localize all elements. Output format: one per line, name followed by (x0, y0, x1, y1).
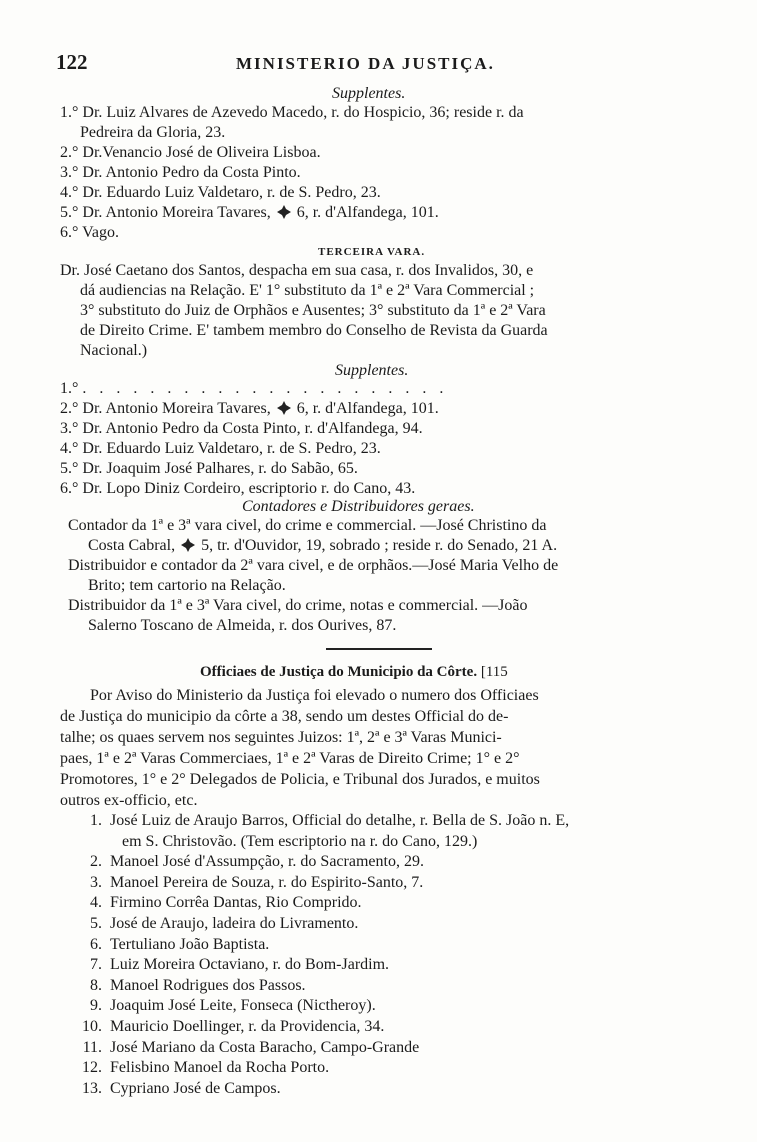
officiaes-list-item (62, 935, 269, 955)
officiaes-list-item (62, 893, 362, 913)
supplentes-heading-2: Supplentes. (335, 362, 409, 379)
item-number: 9. (90, 997, 102, 1014)
officiaes-list-item (62, 996, 376, 1016)
officiaes-list-item (62, 852, 424, 872)
paragraph-line: Costa Cabral, 5, tr. d'Ouvidor, 19, sobrado ; reside r. do Senado, 21 A. (88, 537, 558, 554)
item-number: 10. (82, 1018, 102, 1035)
order-cross-icon (181, 538, 195, 552)
paragraph-line: 3° substituto do Juiz de Orphãos e Ausentes; 3° substituto da 1ª e 2ª Vara (80, 302, 546, 319)
paragraph-line: dá audiencias na Relação. E' 1° substituto da 1ª e 2ª Vara Commercial ; (80, 282, 535, 299)
list-item: 1.° ...................... (60, 380, 457, 397)
officiaes-heading: Officiaes de Justiça do Municipio da Côrte. [115 (200, 664, 508, 680)
item-number: 13. (82, 1080, 102, 1097)
paragraph-line: Distribuidor da 1ª e 3ª Vara civel, do crime, notas e commercial. —João (68, 597, 528, 614)
officiaes-list-item (62, 1079, 281, 1099)
list-item: 6.° Dr. Lopo Diniz Cordeiro, escriptorio r. do Cano, 43. (60, 480, 416, 497)
section-divider (326, 648, 432, 650)
officiaes-list-item (62, 873, 423, 893)
supplentes-heading-1: Supplentes. (332, 85, 406, 102)
item-text: Manoel José d'Assumpção, r. do Sacramento, 29. (110, 853, 424, 870)
officiaes-list-item (62, 1038, 419, 1058)
item-number: 8. (90, 977, 102, 994)
item-text: Firmino Corrêa Dantas, Rio Comprido. (110, 894, 362, 911)
paragraph-line: de Justiça do municipio da côrte a 38, sendo um destes Official do de- (60, 708, 509, 725)
item-text: Manoel Pereira de Souza, r. do Espirito-Santo, 7. (110, 874, 424, 891)
list-item: 2.° Dr. Antonio Moreira Tavares, 6, r. d'Alfandega, 101. (60, 400, 439, 417)
paragraph-line: de Direito Crime. E' tambem membro do Conselho de Revista da Guarda (80, 322, 548, 339)
officiaes-list-item (62, 811, 569, 831)
contadores-heading: Contadores e Distribuidores geraes. (242, 498, 475, 515)
paragraph-line: Distribuidor e contador da 2ª vara civel, e de orphãos.—José Maria Velho de (68, 557, 559, 574)
paragraph-line: Por Aviso do Ministerio da Justiça foi elevado o numero dos Officiaes (90, 687, 539, 704)
list-item: 5.° Dr. Antonio Moreira Tavares, 6, r. d'Alfandega, 101. (60, 204, 439, 221)
list-item: 3.° Dr. Antonio Pedro da Costa Pinto, r. d'Alfandega, 94. (60, 420, 423, 437)
item-text: Manoel Rodrigues dos Passos. (110, 977, 306, 994)
item-text: José Mariano da Costa Baracho, Campo-Grande (110, 1039, 420, 1056)
officiaes-list-item (62, 914, 358, 934)
item-text: Joaquim José Leite, Fonseca (Nictheroy). (110, 997, 376, 1014)
officiaes-list-item (62, 1017, 384, 1037)
item-text: em S. Christovão. (Tem escriptorio na r. do Cano, 129.) (122, 833, 478, 850)
item-number: 2. (90, 853, 102, 870)
paragraph-line: paes, 1ª e 2ª Varas Commerciaes, 1ª e 2ª Varas de Direito Crime; 1° e 2° (60, 750, 520, 767)
item-number: 3. (90, 874, 102, 891)
list-item: 2.° Dr.Venancio José de Oliveira Lisboa. (60, 144, 321, 161)
item-text: Luiz Moreira Octaviano, r. do Bom-Jardim. (110, 956, 390, 973)
paragraph-line: Contador da 1ª e 3ª vara civel, do crime e commercial. —José Christino da (68, 517, 547, 534)
terceira-vara-heading: TERCEIRA VARA. (318, 246, 426, 258)
item-number: 7. (90, 956, 102, 973)
officiaes-list-item (62, 955, 389, 975)
order-cross-icon (277, 401, 291, 415)
paragraph-line: outros ex-officio, etc. (60, 792, 198, 809)
list-item: 3.° Dr. Antonio Pedro da Costa Pinto. (60, 164, 301, 181)
paragraph-line: Promotores, 1° e 2° Delegados de Policia, e Tribunal dos Jurados, e muitos (60, 771, 540, 788)
page-title: MINISTERIO DA JUSTIÇA. (236, 54, 495, 73)
list-item: 4.° Dr. Eduardo Luiz Valdetaro, r. de S. Pedro, 23. (60, 440, 381, 457)
list-item: 4.° Dr. Eduardo Luiz Valdetaro, r. de S. Pedro, 23. (60, 184, 381, 201)
paragraph-line: Brito; tem cartorio na Relação. (88, 577, 286, 594)
item-number: 1. (90, 812, 102, 829)
item-text: José Luiz de Araujo Barros, Official do detalhe, r. Bella de S. João n. E, (110, 812, 570, 829)
item-text: Tertuliano João Baptista. (110, 936, 270, 953)
officiaes-list-item-continued (62, 832, 477, 852)
item-number: 4. (90, 894, 102, 911)
item-text: Cypriano José de Campos. (110, 1080, 281, 1097)
item-text: Felisbino Manoel da Rocha Porto. (110, 1059, 330, 1076)
paragraph-line: Dr. José Caetano dos Santos, despacha em sua casa, r. dos Invalidos, 30, e (60, 262, 534, 279)
list-item: 6.° Vago. (60, 224, 120, 241)
item-number: 12. (82, 1059, 102, 1076)
paragraph-line: talhe; os quaes servem nos seguintes Juizos: 1ª, 2ª e 3ª Varas Munici- (60, 729, 502, 746)
list-item: 5.° Dr. Joaquim José Palhares, r. do Sabão, 65. (60, 460, 358, 477)
officiaes-list-item (62, 1058, 329, 1078)
officiaes-list-item (62, 976, 306, 996)
running-header (0, 50, 757, 78)
order-cross-icon (277, 205, 291, 219)
item-text: José de Araujo, ladeira do Livramento. (110, 915, 359, 932)
paragraph-line: Salerno Toscano de Almeida, r. dos Ourives, 87. (88, 617, 397, 634)
list-item-continued: Pedreira da Gloria, 23. (80, 124, 226, 141)
item-number: 6. (90, 936, 102, 953)
item-number: 5. (90, 915, 102, 932)
page-number: 122 (56, 50, 88, 74)
list-item: 1.° Dr. Luiz Alvares de Azevedo Macedo, r. do Hospicio, 36; reside r. da (60, 104, 524, 121)
item-number: 11. (82, 1039, 102, 1056)
item-text: Mauricio Doellinger, r. da Providencia, 34. (110, 1018, 385, 1035)
paragraph-line: Nacional.) (80, 342, 148, 359)
